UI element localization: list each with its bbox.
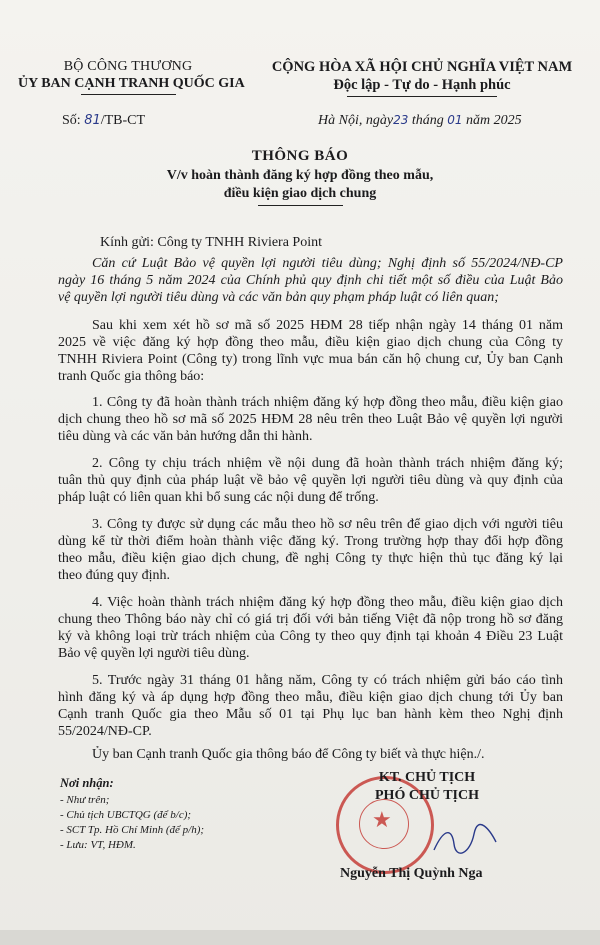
- document-number: Số: 81/TB-CT: [62, 113, 146, 128]
- page-bottom-edge: [0, 930, 600, 945]
- recipient-item: - Lưu: VT, HĐM.: [60, 839, 136, 851]
- item-5: 5. Trước ngày 31 tháng 01 hằng năm, Công ty có trách nhiệm gửi báo cáo tình hình đăng ký và áp dụng hợp đồng theo mẫu, điều kiện giao dịch chung tới Ủy ban Cạnh tranh Quốc gia theo Mẫu số 01 tại Phụ lục ban hành kèm theo Nghị định 55/2024/NĐ-CP.: [58, 673, 563, 739]
- item-2: 2. Công ty chịu trách nhiệm về nội dung đã hoàn thành trách nhiệm đăng ký; tuân thủ quy định của pháp luật về bảo vệ quyền lợi người tiêu dùng và quy định của pháp luật có liên quan khi bổ sung các nội dung để trống.: [58, 456, 563, 505]
- ministry-name: BỘ CÔNG THƯƠNG: [63, 59, 193, 74]
- recipient-line: Kính gửi: Công ty TNHH Riviera Point: [100, 235, 322, 250]
- place-date: Hà Nội, ngày23 tháng 01 năm 2025: [318, 113, 522, 128]
- intro-paragraph: Sau khi xem xét hồ sơ mã số 2025 HĐM 28 tiếp nhận ngày 14 tháng 01 năm 2025 về việc đăng ký hợp đồng theo mẫu, điều kiện giao dịch chung của Công ty TNHH Riviera Point (Công ty) trong lĩnh vực mua bán căn hộ chung cư, Ủy ban Cạnh tranh Quốc gia thông báo:: [58, 318, 563, 384]
- handwritten-number: 81: [84, 113, 101, 128]
- recipient-item: - SCT Tp. Hồ Chí Minh (để p/h);: [60, 824, 205, 836]
- handwritten-month: 01: [447, 113, 463, 127]
- handwritten-day: 23: [393, 113, 409, 127]
- recipient-item: - Như trên;: [60, 794, 110, 806]
- recipients-list: [60, 793, 204, 853]
- item-4: 4. Việc hoàn thành trách nhiệm đăng ký hợp đồng theo mẫu, điều kiện giao dịch chung theo Thông báo này chỉ có giá trị đối với bản tiếng Việt đã nộp trong hồ sơ đăng ký và không loại trừ trách nhiệm của Công ty theo quy định tại khoản 4 Điều 23 Luật Bảo vệ quyền lợi người tiêu dùng.: [58, 595, 563, 661]
- motto: Độc lập - Tự do - Hạnh phúc: [333, 77, 511, 93]
- legal-basis: Căn cứ Luật Bảo vệ quyền lợi người tiêu dùng; Nghị định số 55/2024/NĐ-CP ngày 16 tháng 5 năm 2024 của Chính phủ quy định chi tiết một số điều của Luật Bảo vệ quyền lợi người tiêu dùng và các văn bản quy phạm pháp luật có liên quan;: [58, 256, 563, 305]
- item-3: 3. Công ty được sử dụng các mẫu theo hồ sơ nêu trên để giao dịch với người tiêu dùng kể từ thời điểm hoàn thành việc đăng ký. Trong trường hợp thay đổi hợp đồng theo mẫu, điều kiện giao dịch chung, đề nghị Công ty thực hiện thủ tục đăng ký lại theo đúng quy định.: [58, 517, 563, 583]
- signer-title: KT. CHỦ TỊCH PHÓ CHỦ TỊCH: [375, 770, 479, 803]
- handwritten-signature-icon: [430, 820, 500, 860]
- subject-underline: [258, 205, 343, 206]
- recipient-item: - Chủ tịch UBCTQG (để b/c);: [60, 809, 192, 821]
- document-subject: V/v hoàn thành đăng ký hợp đồng theo mẫu, điều kiện giao dịch chung: [166, 168, 434, 201]
- country-name: CỘNG HÒA XÃ HỘI CHỦ NGHĨA VIỆT NAM: [271, 59, 573, 75]
- item-1: 1. Công ty đã hoàn thành trách nhiệm đăng ký hợp đồng theo mẫu, điều kiện giao dịch chung theo hồ sơ mã số 2025 HĐM 28 nêu trên theo Luật Bảo vệ quyền lợi người tiêu dùng và các văn bản hướng dẫn thi hành.: [58, 395, 563, 444]
- motto-underline: [347, 96, 497, 97]
- recipients-title: Nơi nhận:: [60, 776, 114, 790]
- agency-name: ỦY BAN CẠNH TRANH QUỐC GIA: [18, 76, 245, 91]
- signer-name: Nguyễn Thị Quỳnh Nga: [340, 866, 483, 881]
- official-seal-icon: ★: [336, 776, 434, 874]
- issuing-agency: [18, 58, 245, 95]
- closing-line: Ủy ban Cạnh tranh Quốc gia thông báo để Công ty biết và thực hiện./.: [92, 747, 485, 762]
- national-motto: [262, 58, 582, 97]
- agency-underline: [81, 94, 176, 95]
- document-title: THÔNG BÁO: [251, 148, 349, 164]
